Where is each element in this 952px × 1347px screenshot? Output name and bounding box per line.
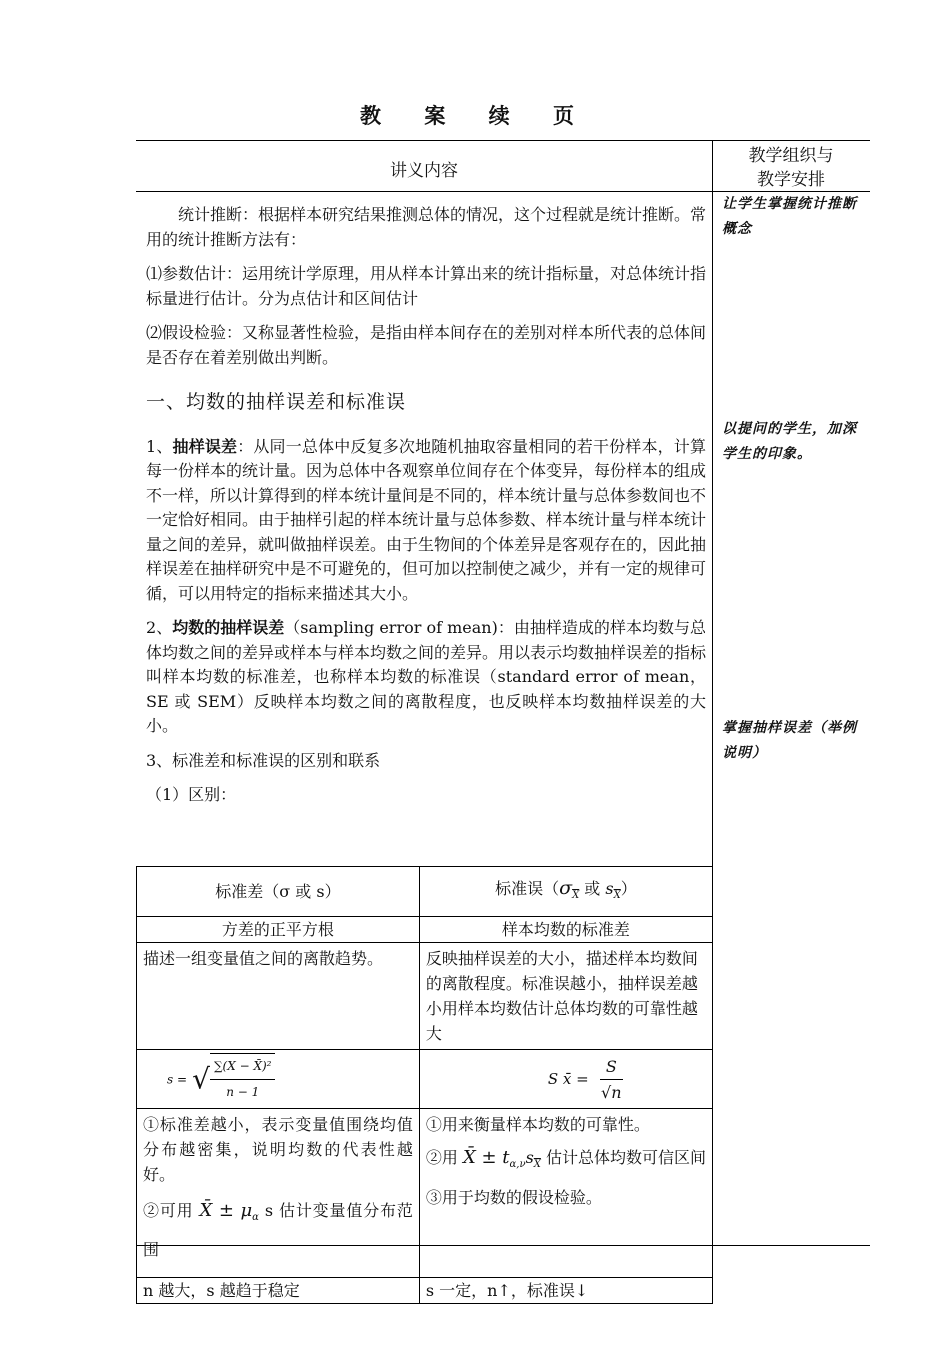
se-header-open: 标准误（: [495, 878, 560, 898]
se-usage-1: ①用来衡量样本均数的可靠性。: [425, 1115, 650, 1134]
sd-sample-size-cell: n 越大，s 越趋于稳定: [137, 1278, 420, 1304]
se-header-close: ）: [620, 878, 637, 898]
se-description-text: 反映抽样误差的大小，描述样本均数间的离散程度。标准误越小，抽样误差越小用样本均数估计总体均数的可靠性越大: [425, 949, 698, 1043]
sd-usage-cell: [137, 1109, 420, 1278]
se-header-sigma-sub: X: [572, 889, 580, 901]
se-usage-2-pre: ②用: [425, 1148, 463, 1167]
se-formula-numerator: S: [600, 1054, 623, 1080]
se-description-cell: [419, 943, 712, 1050]
sd-formula-cell: [137, 1050, 420, 1109]
se-header-sigma: σ: [559, 876, 573, 899]
sd-usage-2-pre: ②可用: [143, 1201, 200, 1220]
se-formula-fraction: [600, 1054, 623, 1105]
header-teaching-line2: 教学安排: [757, 170, 825, 190]
sd-formula-radical: √ $\frac{\text{∑(X − X̄)²}}{n - 1}$: [192, 1053, 275, 1105]
se-formula-denominator: √n: [601, 1082, 622, 1102]
sd-header-cell: [137, 867, 420, 917]
se-header-s-sub: X: [613, 889, 621, 901]
mean-sampling-error-number: 2、: [146, 618, 173, 637]
se-usage-3: ③用于均数的假设检验。: [425, 1188, 602, 1207]
se-formula-lhs: S x̄ =: [547, 1069, 589, 1088]
sampling-error-text: ：从同一总体中反复多次地随机抽取容量相同的若干份样本，计算每一份样本的统计量。因为总体中各观察单位间存在个体变异，每份样本的组成不一样，所以计算得到的样本统计量间是不同的，样本统计量与总体参数间也不一定恰好相同。由于抽样引起的样本统计量与总体参数、样本统计量与样本统计量之间的差异，就叫做抽样误差。由于生物间的个体差异是客观存在的，因此抽样误差在抽样研究中是不可避免的，但可加以控制使之减少，并有一定的规律可循，可以用特定的指标来描述其大小。: [146, 436, 707, 603]
sd-usage-2-math: X̄ ± μ: [199, 1200, 253, 1221]
sd-vs-se-table: [136, 866, 713, 1304]
table-row: [137, 943, 713, 1050]
table-header-row: [137, 867, 713, 917]
table-row: [137, 1278, 713, 1304]
se-definition-cell: 样本均数的标准差: [419, 917, 712, 943]
mean-sampling-error-text: （sampling error of mean)：由抽样造成的样本均数与总体均数之间的差异或样本与样本均数之间的差异。用以表示均数抽样误差的指标叫样本均数的标准差，也称样本均数的标准误（standard error of mean，SE 或 SEM）反映样本均数之间的离散程度，也反映样本均数抽样误差的大小。: [146, 618, 707, 735]
se-usage-2: [426, 1145, 706, 1177]
sampling-error-paragraph: [146, 435, 706, 607]
sd-usage-1: ①标准差越小，表示变量值围绕均值分布越密集，说明均数的代表性越好。: [143, 1115, 413, 1184]
se-sample-size-cell: s 一定，n↑，标准误↓: [419, 1278, 712, 1304]
sd-header-label: 标准差（σ 或 s）: [215, 882, 341, 901]
se-formula-cell: [419, 1050, 712, 1109]
table-row: [137, 1050, 713, 1109]
sd-usage-2: [143, 1195, 413, 1266]
sd-description-cell: 描述一组变量值之间的离散趋势。: [137, 943, 420, 1050]
sd-formula-denominator: n − 1: [226, 1085, 260, 1099]
table-row: [137, 1109, 713, 1278]
hypothesis-test-paragraph: ⑵假设检验：又称显著性检验，是指由样本间存在的差别对样本所代表的总体间是否存在着差别做出判断。: [146, 323, 707, 367]
sd-usage-2-post: s 估计变量值分布范围: [143, 1201, 413, 1259]
table-row: [137, 917, 713, 943]
se-usage-2-s-sub: X: [533, 1159, 541, 1170]
se-usage-2-post: 估计总体均数可信区间: [540, 1148, 706, 1167]
sd-usage-2-sub: α: [252, 1212, 259, 1223]
se-header-or: 或: [579, 878, 606, 898]
section-heading: 一、均数的抽样误差和标准误: [146, 391, 407, 413]
difference-subheading: （1）区别：: [146, 785, 237, 804]
lecture-body: [146, 203, 706, 818]
side-note-sampling-error: 掌握抽样误差（举例说明）: [722, 720, 857, 761]
se-usage-2-s: s: [525, 1148, 534, 1167]
se-header-cell: [419, 867, 712, 917]
intro-paragraph: 统计推断：根据样本研究结果推测总体的情况，这个过程就是统计推断。常用的统计推断方法有：: [146, 205, 707, 249]
header-teaching-arrangement: [712, 144, 870, 192]
se-usage-cell: [419, 1109, 712, 1278]
side-note-questioning: 以提问的学生，加深学生的印象。: [722, 421, 857, 462]
sd-definition-cell: 方差的正平方根: [137, 917, 420, 943]
header-teaching-line1: 教学组织与: [748, 146, 834, 166]
se-usage-2-sub: α,ν: [509, 1159, 526, 1170]
sd-formula-numerator: ∑(X − X̄)²: [210, 1054, 276, 1080]
parameter-estimation-paragraph: ⑴参数估计：运用统计学原理，用从样本计算出来的统计指标量，对总体统计指标量进行估计。分为点估计和区间估计: [146, 264, 707, 308]
difference-heading: 3、标准差和标准误的区别和联系: [146, 750, 381, 770]
mean-sampling-error-paragraph: [146, 616, 706, 739]
se-usage-2-math: X̄ ± t: [462, 1147, 510, 1168]
sampling-error-number: 1、: [146, 436, 173, 456]
se-header-s: s: [605, 878, 614, 898]
mean-sampling-error-term: 均数的抽样误差: [172, 618, 285, 637]
header-lecture-content: 讲义内容: [390, 161, 458, 181]
sd-formula-lhs: s =: [167, 1072, 188, 1087]
page-title: 教 案 续 页: [360, 103, 592, 128]
sampling-error-term: 抽样误差: [172, 436, 238, 456]
frame-top-rule: [136, 140, 870, 141]
side-note-inference: 让学生掌握统计推断概念: [722, 196, 857, 237]
